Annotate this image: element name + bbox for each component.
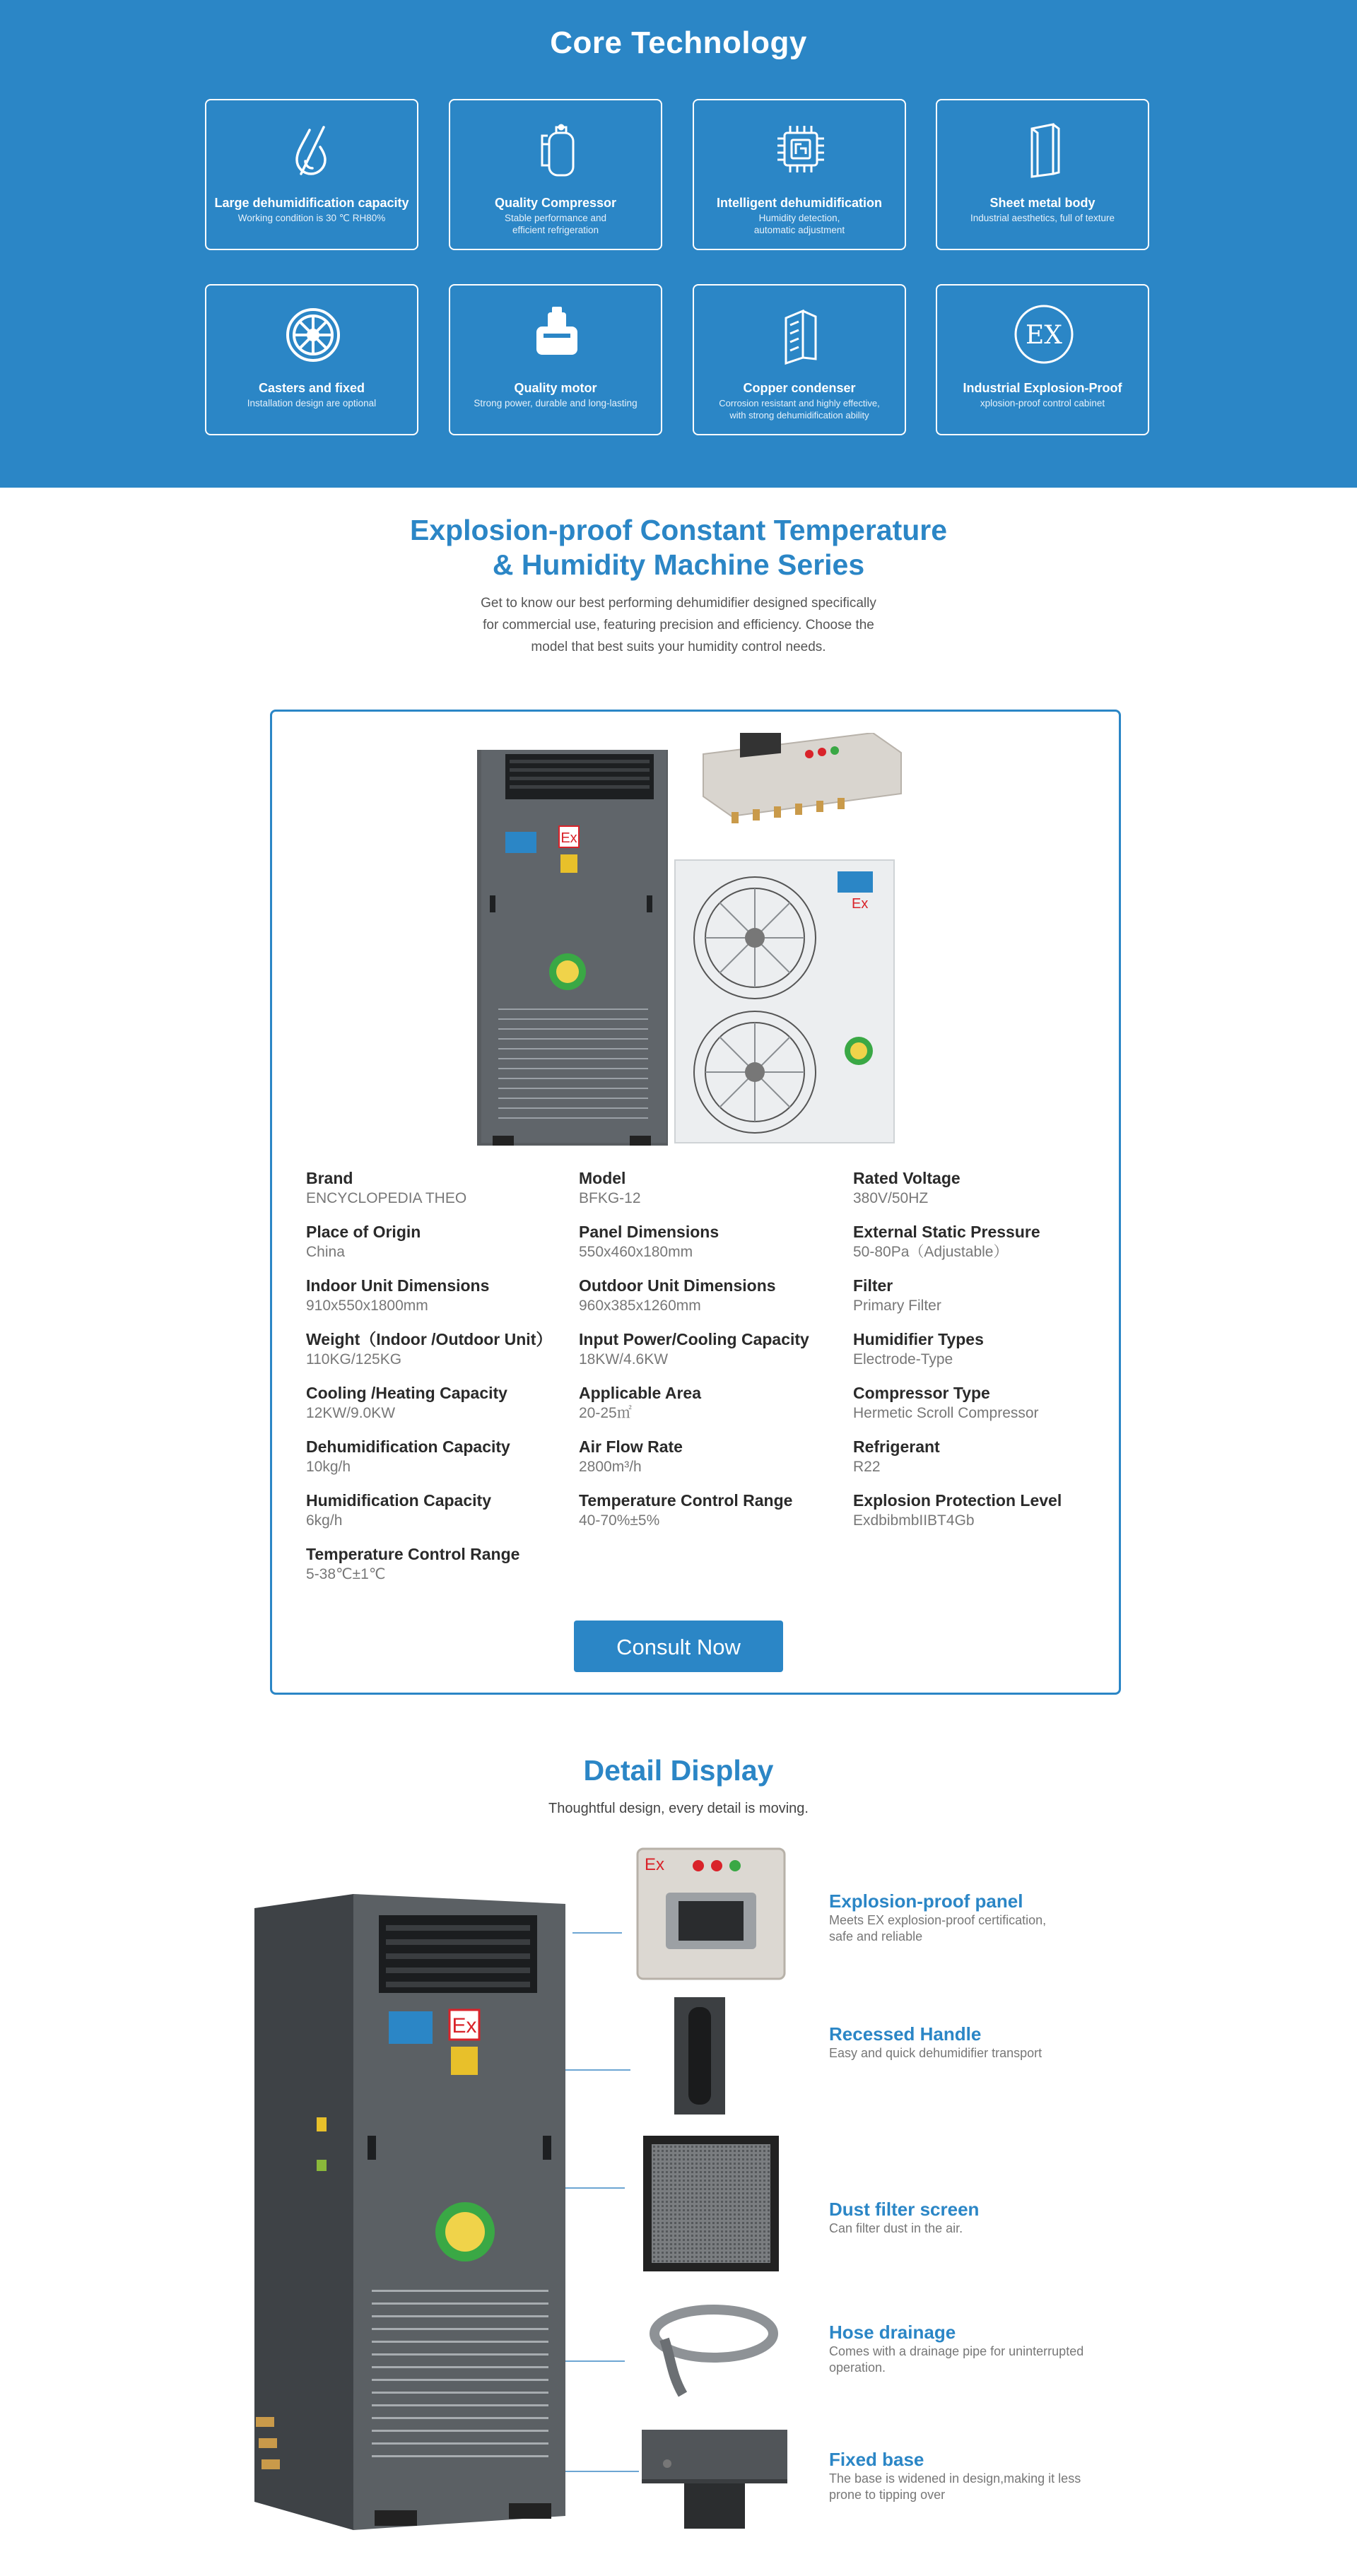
series-title-line1: Explosion-proof Constant Temperature bbox=[409, 514, 948, 546]
spec-label: Input Power/Cooling Capacity bbox=[579, 1330, 809, 1348]
detail-item-desc: Easy and quick dehumidifier transport bbox=[829, 2046, 1042, 2060]
feature-desc: xplosion-proof control cabinet bbox=[980, 398, 1105, 408]
spec-label: Indoor Unit Dimensions bbox=[306, 1276, 490, 1295]
spec-label: Temperature Control Range bbox=[306, 1545, 520, 1563]
detail-item-desc: Meets EX explosion-proof certification, safe and reliable bbox=[829, 1913, 1047, 1943]
detail-item-title: Recessed Handle bbox=[829, 2023, 982, 2045]
callout-line bbox=[565, 2471, 639, 2472]
feature-card-compressor bbox=[449, 99, 662, 250]
ex-label-text: Ex bbox=[852, 896, 869, 912]
control-box-image bbox=[703, 733, 901, 823]
spec-value: 20-25㎡ bbox=[579, 1405, 632, 1421]
detail-item-title: Dust filter screen bbox=[829, 2199, 980, 2220]
spec-item-input-power bbox=[579, 1329, 847, 1369]
spec-label: Humidifier Types bbox=[853, 1330, 984, 1348]
product-spec-card bbox=[270, 710, 1121, 1695]
spec-value: 12KW/9.0KW bbox=[306, 1405, 396, 1421]
series-title-line2: & Humidity Machine Series bbox=[492, 548, 865, 581]
series-title bbox=[0, 513, 1357, 582]
spec-label: Panel Dimensions bbox=[579, 1223, 719, 1241]
spec-item-refrigerant bbox=[853, 1437, 1122, 1476]
spec-item-weight bbox=[306, 1329, 575, 1369]
spec-label: Model bbox=[579, 1169, 626, 1187]
consult-now-button[interactable]: Consult Now bbox=[574, 1621, 783, 1672]
spec-value: 5-38℃±1℃ bbox=[306, 1566, 386, 1582]
motor-icon bbox=[525, 302, 589, 366]
chip-icon bbox=[769, 117, 833, 181]
spec-value: Primary Filter bbox=[853, 1298, 941, 1314]
spec-item-origin bbox=[306, 1222, 575, 1261]
spec-value: R22 bbox=[853, 1459, 881, 1475]
spec-label: Temperature Control Range bbox=[579, 1491, 793, 1510]
spec-value: 550x460x180mm bbox=[579, 1244, 693, 1260]
core-technology-section bbox=[0, 0, 1357, 488]
spec-item-brand bbox=[306, 1168, 575, 1208]
detail-item-recessed-handle bbox=[829, 2023, 1133, 2062]
callout-line bbox=[565, 2360, 625, 2362]
detail-item-explosion-panel bbox=[829, 1890, 1133, 1945]
spec-item-air-flow bbox=[579, 1437, 847, 1476]
spec-label: Weight（Indoor /Outdoor Unit） bbox=[306, 1330, 553, 1348]
spec-item-rated-voltage bbox=[853, 1168, 1122, 1208]
spec-value: 40-70%±5% bbox=[579, 1512, 660, 1529]
feature-title: Quality Compressor bbox=[494, 196, 617, 210]
ex-label-text: Ex bbox=[645, 1855, 665, 1874]
spec-label: Explosion Protection Level bbox=[853, 1491, 1062, 1510]
callout-line bbox=[565, 2069, 630, 2071]
spec-label: Compressor Type bbox=[853, 1384, 990, 1402]
spec-value: 10kg/h bbox=[306, 1459, 351, 1475]
detail-item-desc: Can filter dust in the air. bbox=[829, 2221, 963, 2235]
feature-card-condenser bbox=[693, 284, 906, 435]
feature-title: Copper condenser bbox=[743, 381, 856, 395]
feature-card-motor bbox=[449, 284, 662, 435]
spec-item-temp-control-range bbox=[306, 1544, 575, 1584]
feature-title: Casters and fixed bbox=[258, 381, 365, 395]
detail-display-subtitle: Thoughtful design, every detail is moving. bbox=[548, 1801, 809, 1816]
spec-label: Applicable Area bbox=[579, 1384, 701, 1402]
spec-item-panel-dimensions bbox=[579, 1222, 847, 1261]
feature-title: Quality motor bbox=[514, 381, 597, 395]
series-description bbox=[431, 592, 926, 658]
detail-item-desc: The base is widened in design,making it less prone to tipping over bbox=[829, 2471, 1081, 2502]
spec-value: BFKG-12 bbox=[579, 1190, 641, 1206]
feature-desc: Working condition is 30 ℃ RH80% bbox=[237, 213, 386, 223]
feature-desc: Corrosion resistant and highly effective, with strong dehumidification ability bbox=[719, 398, 880, 420]
indoor-unit-detail-image bbox=[240, 1894, 580, 2530]
hose-photo bbox=[643, 2297, 785, 2403]
base-photo bbox=[642, 2430, 787, 2529]
spec-item-model bbox=[579, 1168, 847, 1208]
feature-desc: Installation design are optional bbox=[247, 398, 377, 408]
spec-item-static-pressure bbox=[853, 1222, 1122, 1261]
spec-value: 18KW/4.6KW bbox=[579, 1351, 669, 1368]
feature-title: Large dehumidification capacity bbox=[214, 196, 409, 210]
ex-label-text: Ex bbox=[560, 830, 577, 846]
spec-value: 960x385x1260mm bbox=[579, 1298, 701, 1314]
spec-label: Rated Voltage bbox=[853, 1169, 961, 1187]
spec-label: Outdoor Unit Dimensions bbox=[579, 1276, 776, 1295]
ex-label-text: Ex bbox=[452, 2014, 477, 2037]
feature-card-intelligent bbox=[693, 99, 906, 250]
spec-value: 6kg/h bbox=[306, 1512, 343, 1529]
spec-item-humidification bbox=[306, 1490, 575, 1530]
callout-line bbox=[572, 1932, 622, 1934]
feature-desc: Stable performance and efficient refrigeration bbox=[504, 213, 607, 235]
indoor-unit-image bbox=[477, 750, 668, 1146]
ex-icon bbox=[1012, 302, 1076, 366]
feature-card-sheet-metal bbox=[936, 99, 1149, 250]
spec-label: Place of Origin bbox=[306, 1223, 421, 1241]
feature-desc: Strong power, durable and long-lasting bbox=[474, 398, 638, 408]
spec-item-outdoor-dimensions bbox=[579, 1276, 847, 1315]
feature-card-explosion-proof bbox=[936, 284, 1149, 435]
spec-value: ExdbibmbIIBT4Gb bbox=[853, 1512, 975, 1529]
spec-value: 910x550x1800mm bbox=[306, 1298, 428, 1314]
callout-line bbox=[565, 2187, 625, 2189]
feature-desc: Industrial aesthetics, full of texture bbox=[970, 213, 1115, 223]
spec-label: Cooling /Heating Capacity bbox=[306, 1384, 507, 1402]
filter-photo bbox=[640, 2133, 782, 2274]
detail-item-desc: Comes with a drainage pipe for uninterrupted operation. bbox=[829, 2344, 1084, 2375]
spec-item-humidifier-types bbox=[853, 1329, 1122, 1369]
spec-item-temp-control-humidity bbox=[579, 1490, 847, 1530]
spec-value: 110KG/125KG bbox=[306, 1351, 402, 1368]
spec-item-indoor-dimensions bbox=[306, 1276, 575, 1315]
spec-label: Refrigerant bbox=[853, 1437, 940, 1456]
detail-item-title: Explosion-proof panel bbox=[829, 1890, 1023, 1912]
series-desc-line: Get to know our best performing dehumidifier designed specifically bbox=[481, 596, 876, 611]
spec-label: Dehumidification Capacity bbox=[306, 1437, 510, 1456]
detail-item-title: Fixed base bbox=[829, 2449, 924, 2470]
detail-item-title: Hose drainage bbox=[829, 2322, 956, 2343]
spec-item-dehumidification bbox=[306, 1437, 575, 1476]
spec-label: Filter bbox=[853, 1276, 893, 1295]
spec-value: Electrode-Type bbox=[853, 1351, 953, 1368]
caster-wheel-icon bbox=[281, 302, 345, 366]
detail-display-title: Detail Display bbox=[583, 1754, 774, 1787]
spec-value: 2800m³/h bbox=[579, 1459, 642, 1475]
spec-label: External Static Pressure bbox=[853, 1223, 1040, 1241]
feature-card-casters bbox=[205, 284, 418, 435]
series-desc-line: for commercial use, featuring precision and efficiency. Choose the bbox=[483, 618, 874, 633]
feature-desc: Humidity detection, automatic adjustment bbox=[753, 213, 845, 235]
spec-item-explosion-level bbox=[853, 1490, 1122, 1530]
detail-item-hose-drainage bbox=[829, 2321, 1133, 2376]
control-panel-photo bbox=[635, 1846, 787, 1982]
detail-item-dust-filter bbox=[829, 2198, 1133, 2237]
compressor-icon bbox=[525, 117, 589, 181]
handle-photo bbox=[674, 1997, 725, 2115]
detail-item-fixed-base bbox=[829, 2448, 1133, 2503]
condenser-icon bbox=[769, 302, 833, 366]
spec-value: 50-80Pa（Adjustable） bbox=[853, 1244, 1009, 1260]
product-image bbox=[477, 733, 915, 1146]
spec-value: China bbox=[306, 1244, 345, 1260]
spec-item-applicable-area bbox=[579, 1383, 847, 1423]
ex-icon-text: EX bbox=[1026, 321, 1062, 350]
outdoor-unit-image bbox=[675, 860, 894, 1143]
spec-value: 380V/50HZ bbox=[853, 1190, 929, 1206]
spec-item-compressor-type bbox=[853, 1383, 1122, 1423]
feature-title: Sheet metal body bbox=[989, 196, 1095, 210]
core-technology-title: Core Technology bbox=[550, 25, 807, 60]
spec-value: ENCYCLOPEDIA THEO bbox=[306, 1190, 467, 1206]
spec-item-cooling-heating bbox=[306, 1383, 575, 1423]
spec-value: Hermetic Scroll Compressor bbox=[853, 1405, 1039, 1421]
cabinet-icon bbox=[1012, 117, 1076, 181]
spec-label: Air Flow Rate bbox=[579, 1437, 683, 1456]
spec-label: Humidification Capacity bbox=[306, 1491, 491, 1510]
feature-title: Industrial Explosion-Proof bbox=[963, 381, 1122, 395]
feature-card-dehumidification bbox=[205, 99, 418, 250]
droplet-icon bbox=[281, 117, 345, 181]
spec-label: Brand bbox=[306, 1169, 353, 1187]
series-desc-line: model that best suits your humidity control needs. bbox=[531, 640, 826, 654]
spec-item-filter bbox=[853, 1276, 1122, 1315]
feature-title: Intelligent dehumidification bbox=[717, 196, 882, 210]
